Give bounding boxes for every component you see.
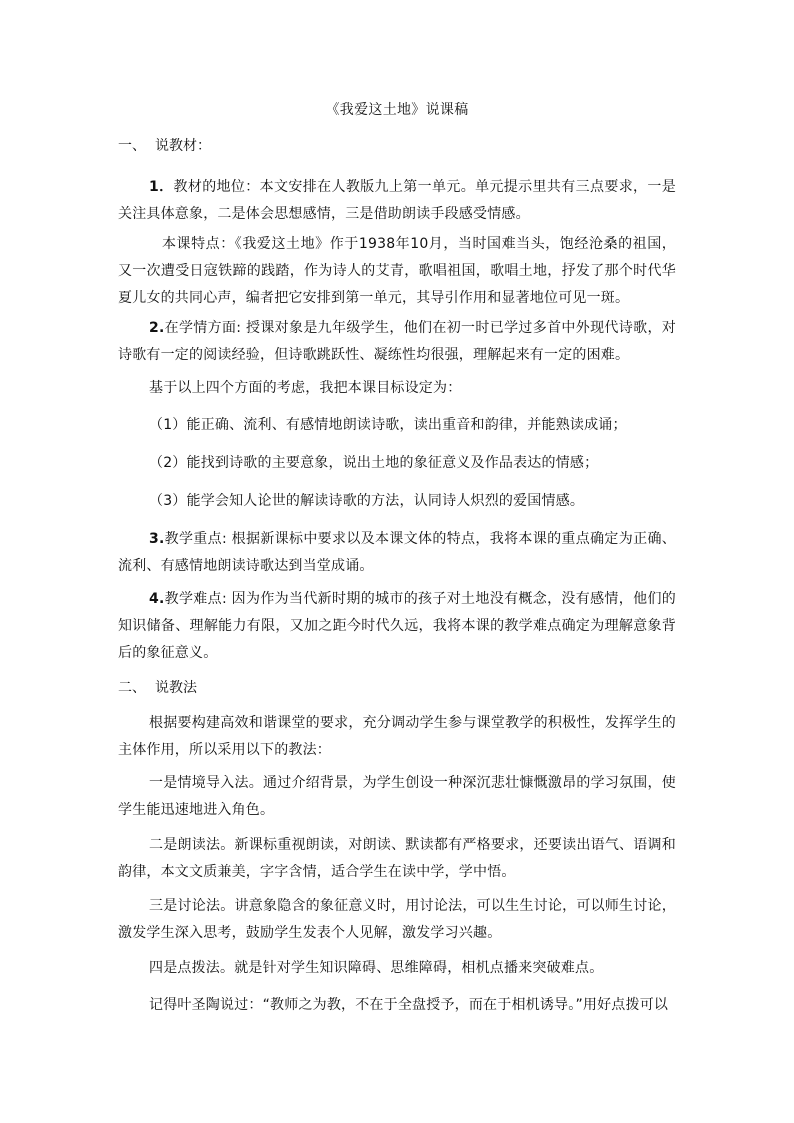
paragraph-text: 记得叶圣陶说过：“教师之为教，不在于全盘授予，而在于相机诱导。”用好点拨可以: [149, 997, 669, 1013]
goal-item-1: [118, 412, 676, 439]
paragraph-text: 三是讨论法。讲意象隐含的象征意义时，用讨论法，可以生生讨论，可以师生讨论，激发学生深入思考，鼓励学生发表个人见解，激发学习兴趣。: [118, 898, 676, 941]
paragraph-method-situation: [118, 770, 676, 824]
paragraph-method-guidance: [118, 955, 676, 982]
paragraph-text: 二是朗读法。新课标重视朗读，对朗读、默读都有严格要求，还要读出语气、语调和韵律，本文文质兼美，字字含情，适合学生在读中学，学中悟。: [118, 837, 676, 880]
paragraph-text: （1）能正确、流利、有感情地朗读诗歌，读出重音和韵律，并能熟读成诵；: [149, 417, 627, 433]
section-number: 二、: [118, 680, 146, 696]
section-heading-textbook: [118, 136, 211, 156]
paragraph-number: 3.: [149, 531, 165, 547]
paragraph-text: 根据要构建高效和谐课堂的要求，充分调动学生参与课堂教学的积极性，发挥学生的主体作用，所以采用以下的教法：: [118, 715, 676, 758]
paragraph-method-reading: [118, 832, 676, 886]
paragraph-lesson-features: [118, 231, 676, 312]
paragraph-number: 2.: [149, 320, 165, 336]
paragraph-text: （3）能学会知人论世的解读诗歌的方法，认同诗人炽烈的爱国情感。: [149, 493, 585, 509]
paragraph-quote: [118, 992, 676, 1019]
section-number: 一、: [118, 138, 146, 154]
document-title: 《我爱这土地》说课稿: [325, 102, 469, 118]
goal-item-2: [118, 450, 676, 477]
paragraph-text: 本课特点：《我爱这土地》作于1938年10月，当时国难当头，饱经沧桑的祖国，又一次遭受日寇铁蹄的践踏，作为诗人的艾青，歌唱祖国，歌唱土地，抒发了那个时代华夏儿女的共同心声，编者把它安排到第一单元，其导引作用和显著地位可见一斑。: [118, 236, 676, 306]
paragraph-learner-analysis: [118, 315, 676, 369]
paragraph-text: （2）能找到诗歌的主要意象，说出土地的象征意义及作品表达的情感；: [149, 455, 599, 471]
section-label: 说教材：: [155, 138, 211, 154]
goal-item-3: [118, 488, 676, 515]
paragraph-goal-intro: [118, 375, 676, 402]
paragraph-methods-intro: [118, 710, 676, 764]
paragraph-text: 教学重点: 根据新课标中要求以及本课文体的特点，我将本课的重点确定为正确、流利、有感情地朗读诗歌达到当堂成诵。: [118, 531, 676, 574]
paragraph-number: 1．: [149, 179, 174, 195]
paragraph-text: 在学情方面: 授课对象是九年级学生，他们在初一时已学过多首中外现代诗歌，对诗歌有一定的阅读经验，但诗歌跳跃性、凝练性均很强，理解起来有一定的困难。: [118, 320, 676, 363]
paragraph-text: 四是点拨法。就是针对学生知识障碍、思维障碍，相机点播来突破难点。: [149, 960, 604, 976]
section-label: 说教法: [155, 680, 197, 696]
paragraph-text: 基于以上四个方面的考虑，我把本课目标设定为：: [149, 380, 462, 396]
paragraph-text: 一是情境导入法。通过介绍背景，为学生创设一种深沉悲壮慷慨激昂的学习氛围，使学生能迅速地进入角色。: [118, 775, 676, 818]
paragraph-text: 教学难点: 因为作为当代新时期的城市的孩子对土地没有概念，没有感情，他们的知识储备、理解能力有限，又加之距今时代久远，我将本课的教学难点确定为理解意象背后的象征意义。: [118, 591, 676, 661]
paragraph-text: 教材的地位：本文安排在人教版九上第一单元。单元提示里共有三点要求，一是关注具体意象，二是体会思想感情，三是借助朗读手段感受情感。: [118, 179, 676, 222]
paragraph-teaching-focus: [118, 526, 676, 580]
paragraph-teaching-difficulty: [118, 586, 676, 667]
paragraph-number: 4.: [149, 591, 165, 607]
paragraph-method-discussion: [118, 893, 676, 947]
section-heading-teaching-methods: [118, 678, 197, 698]
paragraph-textbook-position: [118, 174, 676, 228]
